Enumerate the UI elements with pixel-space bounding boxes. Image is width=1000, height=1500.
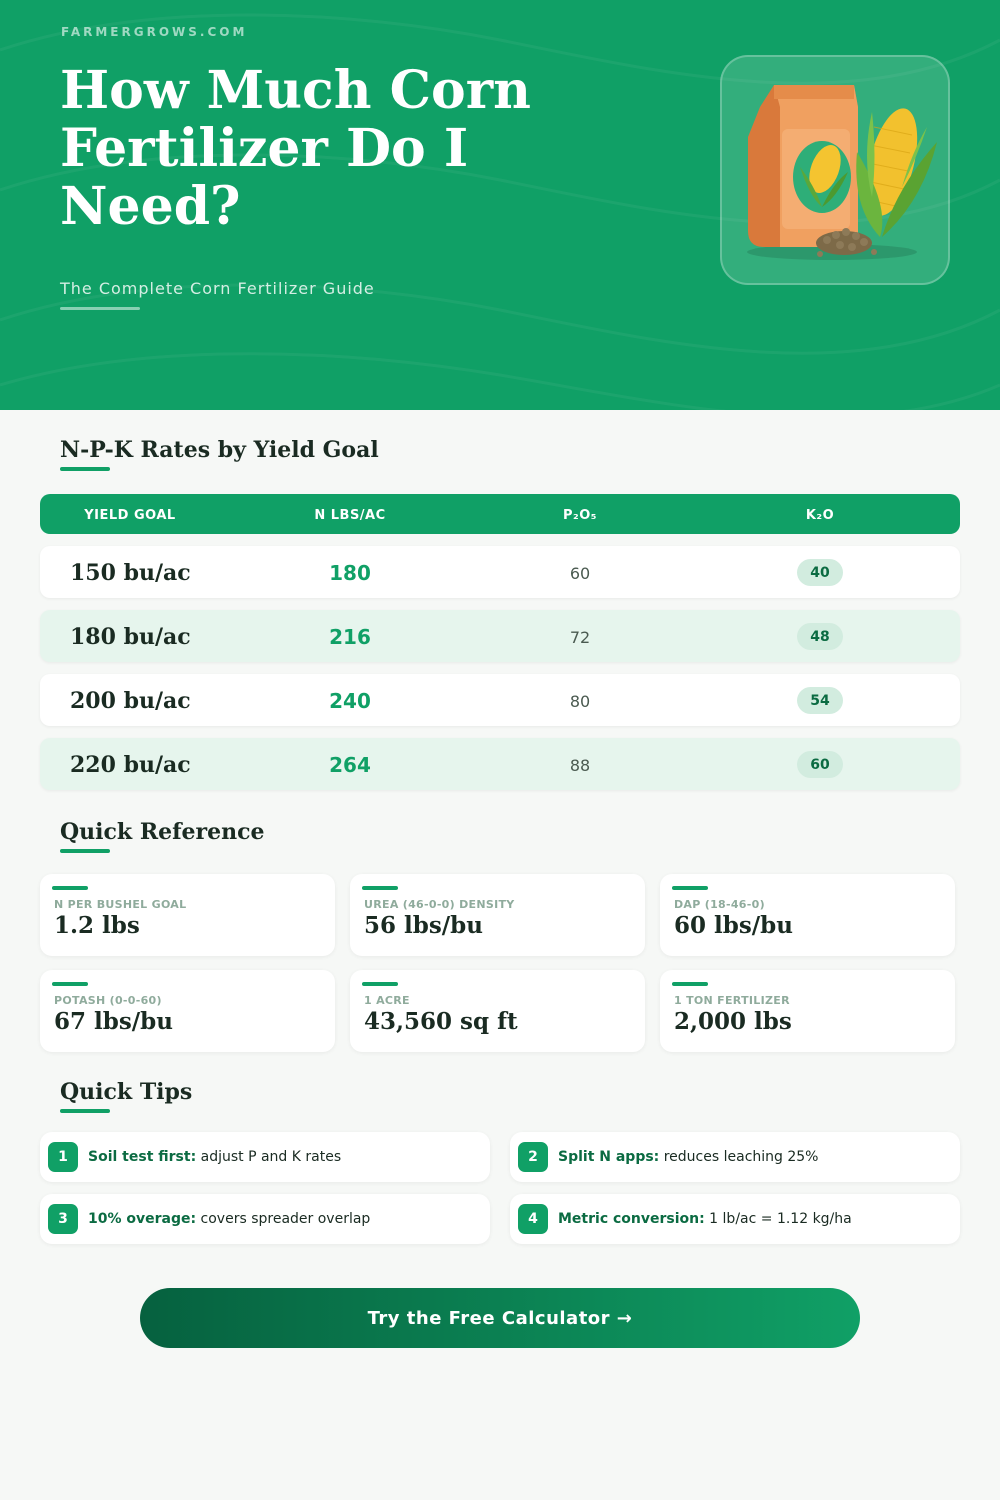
npk-title-underline (60, 467, 110, 471)
card-value: 67 lbs/bu (54, 1008, 173, 1035)
reference-card (350, 970, 645, 1052)
p2o5-cell: 72 (569, 628, 591, 647)
card-value: 1.2 lbs (54, 912, 140, 939)
reference-title-underline (60, 849, 110, 853)
card-accent-bar (362, 982, 398, 986)
p2o5-cell: 80 (569, 692, 591, 711)
card-value: 43,560 sq ft (364, 1008, 518, 1035)
tip-body: adjust P and K rates (196, 1149, 342, 1165)
yield-goal-cell: 200 bu/ac (70, 688, 191, 714)
tip-item (40, 1194, 490, 1244)
hero-banner (0, 0, 1000, 410)
reference-card (660, 970, 955, 1052)
card-accent-bar (52, 982, 88, 986)
tip-number-badge: 1 (48, 1142, 78, 1172)
tip-text (88, 1132, 341, 1182)
tip-item (510, 1194, 960, 1244)
n-rate-cell: 264 (329, 753, 371, 777)
brand-name: FARMERGROWS.COM (61, 25, 248, 39)
tip-number-badge: 4 (518, 1204, 548, 1234)
fertilizer-bag-and-corn-icon (720, 55, 950, 285)
card-label: N PER BUSHEL GOAL (54, 898, 187, 911)
p2o5-cell: 60 (569, 564, 591, 583)
k2o-badge: 40 (797, 559, 843, 586)
tip-heading: 10% overage: (88, 1211, 197, 1227)
tip-text (558, 1194, 852, 1244)
header-p2o5: P₂O₅ (563, 508, 597, 523)
reference-card (40, 970, 335, 1052)
table-row (40, 674, 960, 726)
n-rate-cell: 240 (329, 689, 371, 713)
tip-body: 1 lb/ac = 1.12 kg/ha (704, 1211, 852, 1227)
tip-heading: Split N apps: (558, 1149, 660, 1165)
yield-goal-cell: 180 bu/ac (70, 624, 191, 650)
subtitle-underline (60, 307, 140, 310)
card-label: UREA (46-0-0) DENSITY (364, 898, 515, 911)
card-label: POTASH (0-0-60) (54, 994, 162, 1007)
table-row (40, 546, 960, 598)
tips-section-title: Quick Tips (60, 1079, 193, 1105)
header-n-lbs: N LBS/AC (314, 508, 386, 523)
yield-goal-cell: 150 bu/ac (70, 560, 191, 586)
reference-card (660, 874, 955, 956)
tip-body: reduces leaching 25% (659, 1149, 819, 1165)
try-calculator-button[interactable]: Try the Free Calculator → (140, 1288, 860, 1348)
n-rate-cell: 180 (329, 561, 371, 585)
npk-section-title: N-P-K Rates by Yield Goal (60, 437, 379, 463)
n-rate-cell: 216 (329, 625, 371, 649)
table-row (40, 738, 960, 790)
reference-section-title: Quick Reference (60, 819, 265, 845)
page-title: How Much Corn Fertilizer Do I Need? (60, 60, 531, 237)
tip-number-badge: 2 (518, 1142, 548, 1172)
card-value: 60 lbs/bu (674, 912, 793, 939)
yield-goal-cell: 220 bu/ac (70, 752, 191, 778)
card-label: 1 ACRE (364, 994, 410, 1007)
k2o-badge: 60 (797, 751, 843, 778)
tips-title-underline (60, 1109, 110, 1113)
table-row (40, 610, 960, 662)
card-label: DAP (18-46-0) (674, 898, 765, 911)
page-subtitle: The Complete Corn Fertilizer Guide (60, 279, 375, 298)
tip-text (88, 1194, 370, 1244)
p2o5-cell: 88 (569, 756, 591, 775)
npk-table-header (40, 494, 960, 534)
reference-card (350, 874, 645, 956)
reference-card (40, 874, 335, 956)
tip-body: covers spreader overlap (196, 1211, 371, 1227)
header-yield-goal: YIELD GOAL (84, 508, 176, 523)
k2o-badge: 54 (797, 687, 843, 714)
card-accent-bar (362, 886, 398, 890)
tip-item (40, 1132, 490, 1182)
card-value: 2,000 lbs (674, 1008, 792, 1035)
k2o-badge: 48 (797, 623, 843, 650)
tip-text (558, 1132, 818, 1182)
card-accent-bar (672, 982, 708, 986)
card-accent-bar (672, 886, 708, 890)
tip-number-badge: 3 (48, 1204, 78, 1234)
header-k2o: K₂O (805, 508, 835, 523)
tip-heading: Soil test first: (88, 1149, 197, 1165)
tip-heading: Metric conversion: (558, 1211, 705, 1227)
card-label: 1 TON FERTILIZER (674, 994, 790, 1007)
tip-item (510, 1132, 960, 1182)
card-accent-bar (52, 886, 88, 890)
card-value: 56 lbs/bu (364, 912, 483, 939)
